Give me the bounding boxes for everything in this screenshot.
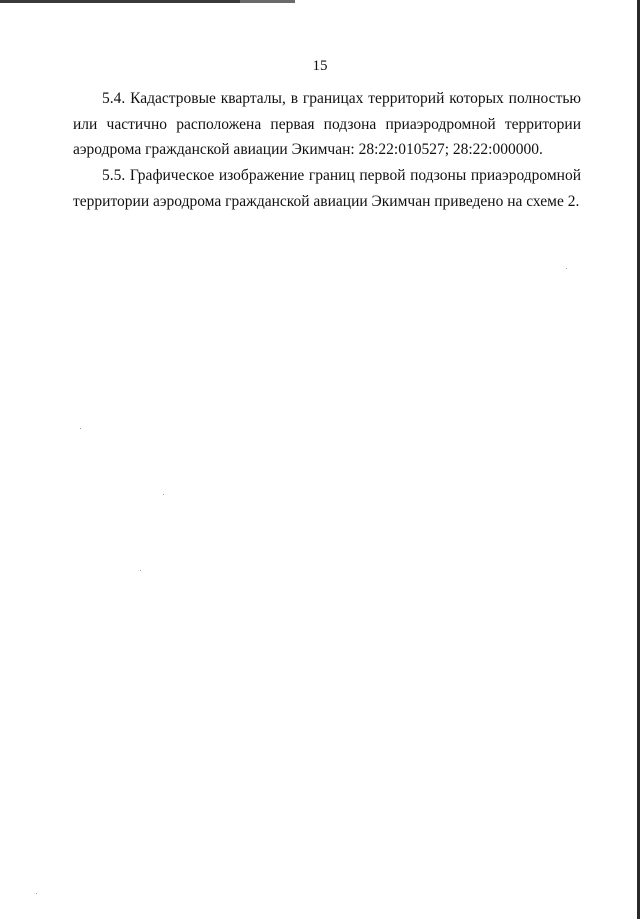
scan-speck [36,893,37,894]
scan-speck [566,268,567,269]
scan-speck [80,428,81,429]
paragraph-5-5: 5.5. Графическое изображение границ первой подзоны приаэродромной территории аэродрома гражданской авиации Экимчан приведено на схеме 2. [73,167,581,210]
scan-edge-top [0,0,640,3]
section-5-5 [73,163,581,214]
page-number: 15 [312,58,328,74]
paragraph-5-4: 5.4. Кадастровые кварталы, в границах территорий которых полностью или частично расположена первая подзона приаэродромной территории аэродрома гражданской авиации Экимчан: 28:22:010527; 28:22:000000. [73,90,581,158]
scan-speck [163,494,164,495]
scan-speck [140,570,141,571]
section-5-4 [73,86,581,163]
